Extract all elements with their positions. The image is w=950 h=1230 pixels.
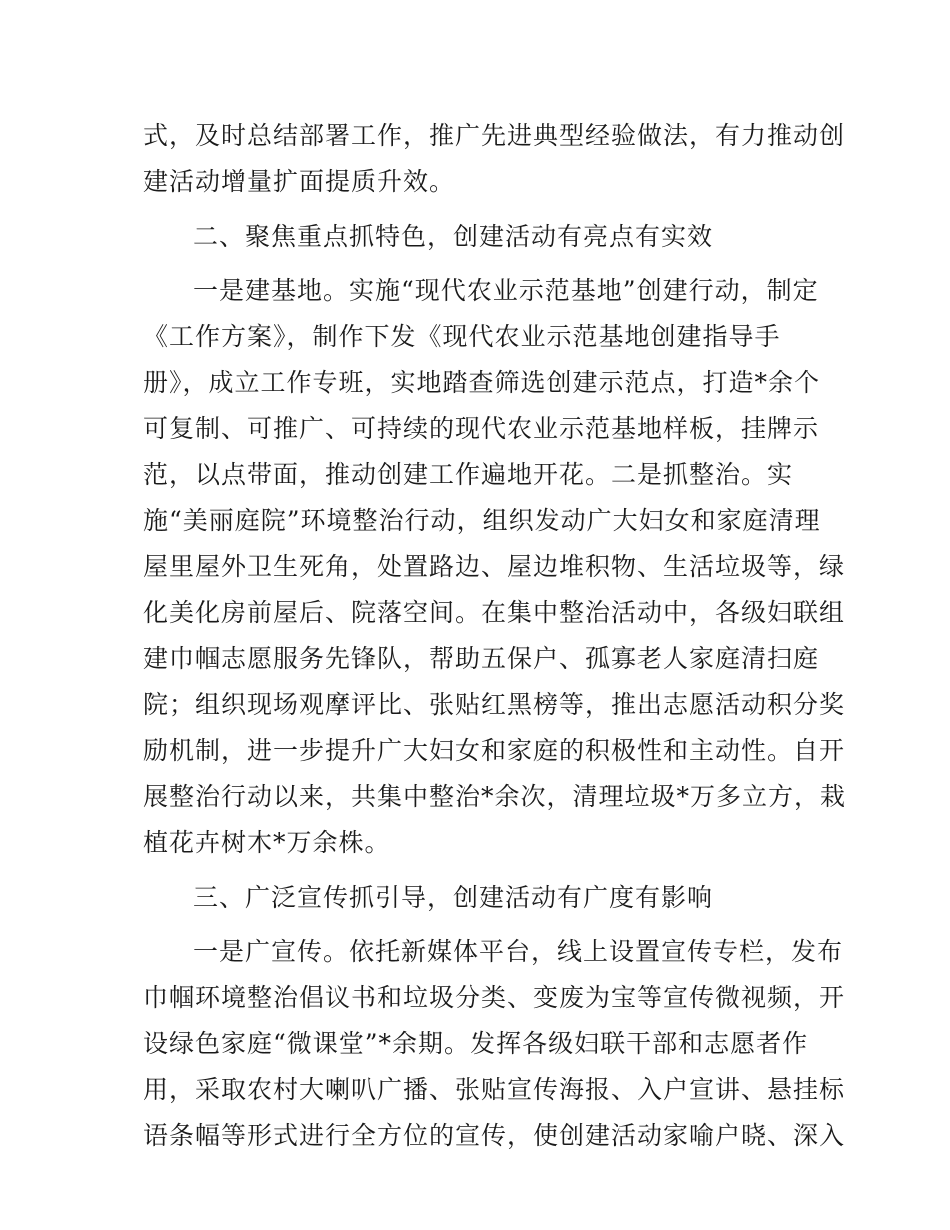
section-heading: 三、广泛宣传抓引导，创建活动有广度有影响: [193, 883, 714, 912]
text-line: 可复制、可推广、可持续的现代农业示范基地样板，挂牌示: [143, 414, 820, 443]
text-line: 施“美丽庭院”环境整治行动，组织发动广大妇女和家庭清理: [143, 506, 821, 535]
text-line: 范，以点带面，推动创建工作遍地开花。二是抓整治。实: [143, 460, 794, 489]
text-line: 巾帼环境整治倡议书和垃圾分类、变废为宝等宣传微视频，开: [143, 983, 846, 1012]
text-line: 一是广宣传。依托新媒体平台，线上设置宣传专栏，发布: [193, 937, 844, 966]
text-line: 用，采取农村大喇叭广播、张贴宣传海报、入户宣讲、悬挂标: [143, 1075, 846, 1104]
text-line: 院；组织现场观摩评比、张贴红黑榜等，推出志愿活动积分奖: [143, 690, 846, 719]
text-line: 册》，成立工作专班，实地踏查筛选创建示范点，打造*余个: [143, 368, 821, 397]
text-line: 展整治行动以来，共集中整治*余次，清理垃圾*万多立方，栽: [143, 782, 847, 811]
text-line: 励机制，进一步提升广大妇女和家庭的积极性和主动性。自开: [143, 736, 846, 765]
text-line: 植花卉树木*万余株。: [143, 828, 391, 857]
section-heading: 二、聚焦重点抓特色，创建活动有亮点有实效: [193, 222, 714, 251]
text-line: 《工作方案》，制作下发《现代农业示范基地创建指导手: [143, 322, 781, 351]
text-line: 建活动增量扩面提质升效。: [143, 167, 456, 196]
text-line: 化美化房前屋后、院落空间。在集中整治活动中，各级妇联组: [143, 598, 846, 627]
text-line: 一是建基地。实施“现代农业示范基地”创建行动，制定: [193, 276, 819, 305]
text-line: 设绿色家庭“微课堂”*余期。发挥各级妇联干部和志愿者作: [143, 1029, 809, 1058]
text-line: 语条幅等形式进行全方位的宣传，使创建活动家喻户晓、深入: [143, 1121, 846, 1150]
text-line: 式，及时总结部署工作，推广先进典型经验做法，有力推动创: [143, 121, 846, 150]
text-line: 建巾帼志愿服务先锋队，帮助五保户、孤寡老人家庭清扫庭: [143, 644, 820, 673]
text-line: 屋里屋外卫生死角，处置路边、屋边堆积物、生活垃圾等，绿: [143, 552, 846, 581]
